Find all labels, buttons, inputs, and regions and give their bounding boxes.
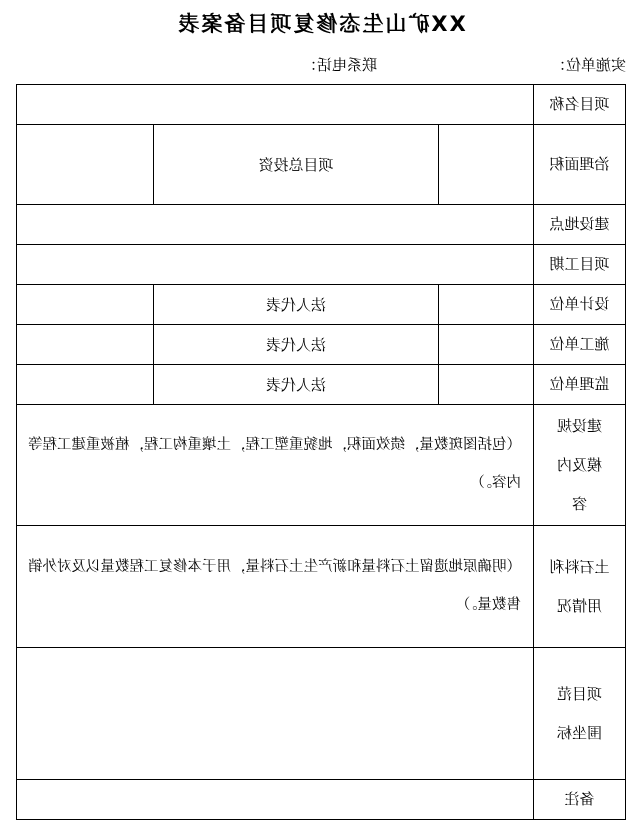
remarks-value[interactable] (16, 780, 533, 820)
remarks-label: 备注 (534, 780, 626, 820)
total-investment-label: 项目总投资 (154, 125, 439, 205)
contact-phone-label: 联系电话： (301, 56, 377, 74)
supervision-unit-label: 监理单位 (534, 365, 626, 405)
construction-legal-rep-value[interactable] (16, 325, 153, 365)
construction-unit-label: 施工单位 (534, 325, 626, 365)
construction-site-label: 建设地点 (534, 205, 626, 245)
earth-stone-label: 土石料利用情况 (534, 526, 626, 648)
implementing-unit-label: 实施单位： (550, 56, 626, 74)
governance-area-label: 治理面积 (534, 125, 626, 205)
governance-area-value[interactable] (439, 125, 534, 205)
construction-site-value[interactable] (16, 205, 533, 245)
table-row (16, 85, 625, 125)
table-row (16, 526, 625, 648)
table-row (16, 285, 625, 325)
design-legal-rep-value[interactable] (16, 285, 153, 325)
table-row (16, 405, 625, 526)
construction-legal-rep-label: 法人代表 (154, 325, 439, 365)
earth-stone-note[interactable]: （明确原地遗留土石料量和新产生土石料量，用于本修复工程数量以及对外销售数量。） (16, 526, 533, 648)
table-row (16, 125, 625, 205)
supervision-unit-value[interactable] (439, 365, 534, 405)
design-unit-value[interactable] (439, 285, 534, 325)
page-title: XX矿山生态修复项目备案表 (176, 12, 466, 36)
project-period-value[interactable] (16, 245, 533, 285)
table-row (16, 245, 625, 285)
table-row (16, 205, 625, 245)
supervision-legal-rep-value[interactable] (16, 365, 153, 405)
project-name-value[interactable] (16, 85, 533, 125)
coords-value[interactable] (16, 648, 533, 780)
design-unit-label: 设计单位 (534, 285, 626, 325)
scale-content-label: 建设规模及内容 (534, 405, 626, 526)
coords-label: 项目范围坐标 (534, 648, 626, 780)
table-row (16, 780, 625, 820)
project-period-label: 项目工期 (534, 245, 626, 285)
project-name-label: 项目名称 (534, 85, 626, 125)
filing-form-table (16, 84, 626, 820)
table-row (16, 365, 625, 405)
scale-content-note[interactable]: （包括图斑数量，绩效面积，地貌重塑工程，土壤重构工程，植被重建工程等内容。） (16, 405, 533, 526)
supervision-legal-rep-label: 法人代表 (154, 365, 439, 405)
table-row (16, 325, 625, 365)
table-row (16, 648, 625, 780)
total-investment-value[interactable] (16, 125, 153, 205)
design-legal-rep-label: 法人代表 (154, 285, 439, 325)
construction-unit-value[interactable] (439, 325, 534, 365)
